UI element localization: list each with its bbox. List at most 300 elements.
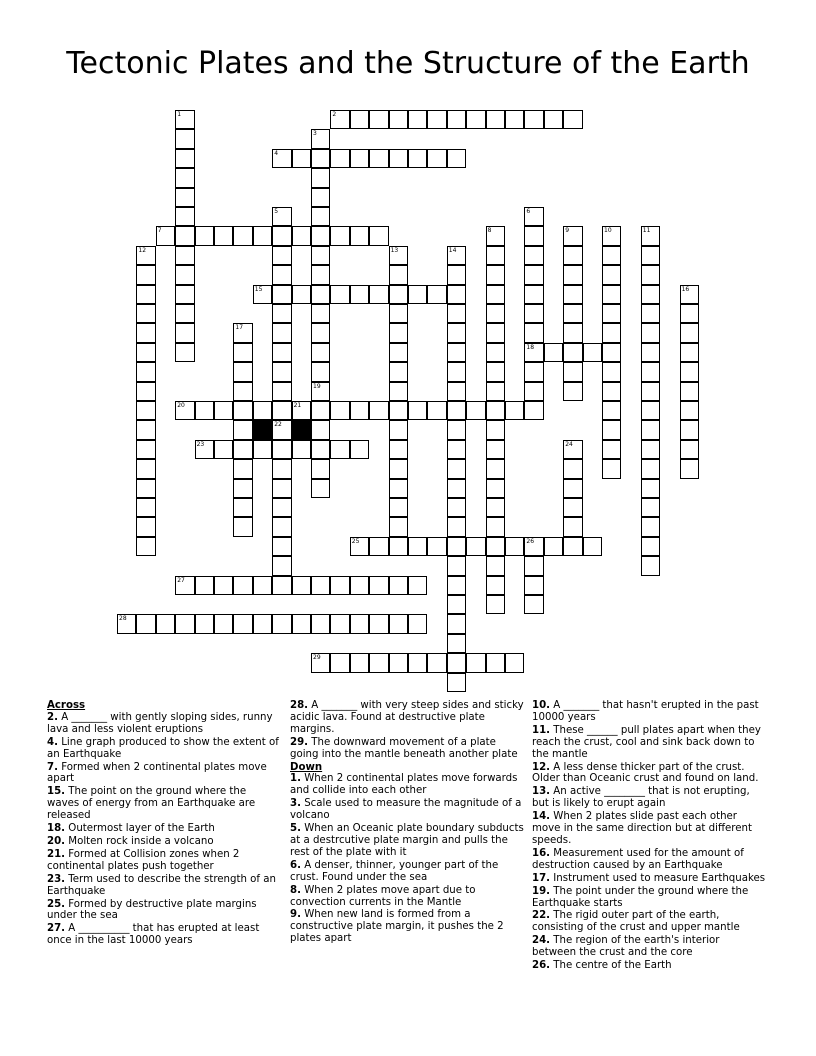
crossword-cell[interactable] <box>641 304 660 323</box>
crossword-cell[interactable] <box>641 343 660 362</box>
crossword-cell[interactable] <box>486 595 505 614</box>
crossword-cell[interactable] <box>427 285 446 304</box>
crossword-cell[interactable] <box>680 323 699 342</box>
crossword-cell[interactable] <box>311 401 330 420</box>
crossword-cell[interactable] <box>350 614 369 633</box>
crossword-cell[interactable] <box>233 498 252 517</box>
crossword-cell[interactable] <box>505 537 524 556</box>
crossword-cell[interactable] <box>350 401 369 420</box>
crossword-cell[interactable] <box>136 285 155 304</box>
crossword-cell[interactable] <box>447 401 466 420</box>
crossword-cell[interactable] <box>408 576 427 595</box>
crossword-cell[interactable] <box>389 343 408 362</box>
crossword-cell[interactable] <box>389 459 408 478</box>
crossword-cell[interactable] <box>272 420 291 439</box>
crossword-cell[interactable] <box>233 226 252 245</box>
crossword-cell[interactable] <box>292 285 311 304</box>
crossword-cell[interactable] <box>389 401 408 420</box>
crossword-cell[interactable] <box>447 634 466 653</box>
crossword-cell[interactable] <box>602 226 621 245</box>
crossword-cell[interactable] <box>311 440 330 459</box>
crossword-cell[interactable] <box>272 343 291 362</box>
crossword-cell[interactable] <box>330 149 349 168</box>
crossword-cell[interactable] <box>486 537 505 556</box>
crossword-cell[interactable] <box>486 576 505 595</box>
crossword-cell[interactable] <box>330 653 349 672</box>
crossword-cell[interactable] <box>272 382 291 401</box>
crossword-cell[interactable] <box>680 362 699 381</box>
crossword-cell[interactable] <box>486 343 505 362</box>
crossword-cell[interactable] <box>311 168 330 187</box>
crossword-cell[interactable] <box>602 246 621 265</box>
crossword-cell[interactable] <box>680 382 699 401</box>
crossword-cell[interactable] <box>486 285 505 304</box>
crossword-cell[interactable] <box>311 188 330 207</box>
crossword-cell[interactable] <box>641 498 660 517</box>
crossword-cell[interactable] <box>486 653 505 672</box>
crossword-cell[interactable] <box>389 323 408 342</box>
crossword-cell[interactable] <box>466 110 485 129</box>
crossword-cell[interactable] <box>311 614 330 633</box>
crossword-cell[interactable] <box>369 226 388 245</box>
crossword-cell[interactable] <box>350 440 369 459</box>
crossword-cell[interactable] <box>544 110 563 129</box>
crossword-cell[interactable] <box>602 459 621 478</box>
crossword-cell[interactable] <box>563 440 582 459</box>
crossword-cell[interactable] <box>272 537 291 556</box>
crossword-cell[interactable] <box>272 479 291 498</box>
crossword-cell[interactable] <box>156 614 175 633</box>
crossword-cell[interactable] <box>350 285 369 304</box>
crossword-cell[interactable] <box>136 517 155 536</box>
crossword-cell[interactable] <box>369 285 388 304</box>
crossword-cell[interactable] <box>311 382 330 401</box>
crossword-cell[interactable] <box>447 246 466 265</box>
crossword-cell[interactable] <box>136 537 155 556</box>
crossword-cell[interactable] <box>292 149 311 168</box>
crossword-cell[interactable] <box>524 343 543 362</box>
crossword-cell[interactable] <box>680 285 699 304</box>
crossword-cell[interactable] <box>233 343 252 362</box>
crossword-cell[interactable] <box>369 537 388 556</box>
crossword-cell[interactable] <box>136 498 155 517</box>
crossword-cell[interactable] <box>311 653 330 672</box>
crossword-cell[interactable] <box>233 517 252 536</box>
crossword-cell[interactable] <box>447 110 466 129</box>
crossword-cell[interactable] <box>175 401 194 420</box>
crossword-cell[interactable] <box>253 576 272 595</box>
crossword-cell[interactable] <box>233 479 252 498</box>
crossword-cell[interactable] <box>272 362 291 381</box>
crossword-cell[interactable] <box>447 323 466 342</box>
crossword-cell[interactable] <box>136 304 155 323</box>
crossword-cell[interactable] <box>486 246 505 265</box>
crossword-cell[interactable] <box>505 653 524 672</box>
crossword-cell[interactable] <box>447 537 466 556</box>
crossword-cell[interactable] <box>563 498 582 517</box>
crossword-cell[interactable] <box>447 556 466 575</box>
crossword-cell[interactable] <box>602 304 621 323</box>
crossword-cell[interactable] <box>389 362 408 381</box>
crossword-cell[interactable] <box>214 614 233 633</box>
crossword-cell[interactable] <box>389 479 408 498</box>
crossword-cell[interactable] <box>447 576 466 595</box>
crossword-cell[interactable] <box>524 285 543 304</box>
crossword-cell[interactable] <box>233 459 252 478</box>
crossword-cell[interactable] <box>350 110 369 129</box>
crossword-cell[interactable] <box>524 556 543 575</box>
crossword-cell[interactable] <box>680 440 699 459</box>
crossword-cell[interactable] <box>447 479 466 498</box>
crossword-cell[interactable] <box>272 265 291 284</box>
crossword-cell[interactable] <box>563 265 582 284</box>
crossword-cell[interactable] <box>136 246 155 265</box>
crossword-cell[interactable] <box>195 614 214 633</box>
crossword-cell[interactable] <box>369 614 388 633</box>
crossword-cell[interactable] <box>311 323 330 342</box>
crossword-cell[interactable] <box>408 614 427 633</box>
crossword-cell[interactable] <box>136 323 155 342</box>
crossword-cell[interactable] <box>136 343 155 362</box>
crossword-cell[interactable] <box>117 614 136 633</box>
crossword-cell[interactable] <box>602 343 621 362</box>
crossword-cell[interactable] <box>330 110 349 129</box>
crossword-cell[interactable] <box>427 110 446 129</box>
crossword-cell[interactable] <box>447 459 466 478</box>
crossword-cell[interactable] <box>175 304 194 323</box>
crossword-cell[interactable] <box>563 285 582 304</box>
crossword-cell[interactable] <box>486 265 505 284</box>
crossword-cell[interactable] <box>389 653 408 672</box>
crossword-cell[interactable] <box>602 440 621 459</box>
crossword-cell[interactable] <box>253 614 272 633</box>
crossword-cell[interactable] <box>330 614 349 633</box>
crossword-cell[interactable] <box>486 401 505 420</box>
crossword-cell[interactable] <box>389 382 408 401</box>
crossword-cell[interactable] <box>408 110 427 129</box>
crossword-cell[interactable] <box>563 226 582 245</box>
crossword-cell[interactable] <box>292 401 311 420</box>
crossword-cell[interactable] <box>524 323 543 342</box>
crossword-cell[interactable] <box>214 440 233 459</box>
crossword-cell[interactable] <box>602 401 621 420</box>
crossword-cell[interactable] <box>563 517 582 536</box>
crossword-cell[interactable] <box>641 420 660 439</box>
crossword-cell[interactable] <box>563 304 582 323</box>
crossword-cell[interactable] <box>563 246 582 265</box>
crossword-cell[interactable] <box>563 459 582 478</box>
crossword-cell[interactable] <box>544 537 563 556</box>
crossword-cell[interactable] <box>563 343 582 362</box>
crossword-cell[interactable] <box>641 537 660 556</box>
crossword-cell[interactable] <box>311 304 330 323</box>
crossword-cell[interactable] <box>175 188 194 207</box>
crossword-cell[interactable] <box>272 576 291 595</box>
crossword-cell[interactable] <box>175 343 194 362</box>
crossword-cell[interactable] <box>292 614 311 633</box>
crossword-cell[interactable] <box>427 537 446 556</box>
crossword-cell[interactable] <box>680 420 699 439</box>
crossword-cell[interactable] <box>447 343 466 362</box>
crossword-cell[interactable] <box>680 343 699 362</box>
crossword-cell[interactable] <box>350 653 369 672</box>
crossword-cell[interactable] <box>195 576 214 595</box>
crossword-cell[interactable] <box>389 110 408 129</box>
crossword-cell[interactable] <box>505 110 524 129</box>
crossword-cell[interactable] <box>214 576 233 595</box>
crossword-cell[interactable] <box>272 323 291 342</box>
crossword-cell[interactable] <box>175 129 194 148</box>
crossword-cell[interactable] <box>175 323 194 342</box>
crossword-cell[interactable] <box>233 576 252 595</box>
crossword-cell[interactable] <box>272 401 291 420</box>
crossword-cell[interactable] <box>447 285 466 304</box>
crossword-cell[interactable] <box>641 285 660 304</box>
crossword-cell[interactable] <box>272 149 291 168</box>
crossword-cell[interactable] <box>389 537 408 556</box>
crossword-cell[interactable] <box>602 382 621 401</box>
crossword-cell[interactable] <box>272 226 291 245</box>
crossword-cell[interactable] <box>563 537 582 556</box>
crossword-cell[interactable] <box>272 459 291 478</box>
crossword-cell[interactable] <box>389 498 408 517</box>
crossword-cell[interactable] <box>447 498 466 517</box>
crossword-cell[interactable] <box>214 401 233 420</box>
crossword-cell[interactable] <box>447 517 466 536</box>
crossword-cell[interactable] <box>311 265 330 284</box>
crossword-cell[interactable] <box>641 226 660 245</box>
crossword-cell[interactable] <box>408 149 427 168</box>
crossword-cell[interactable] <box>369 149 388 168</box>
crossword-cell[interactable] <box>563 382 582 401</box>
crossword-cell[interactable] <box>272 498 291 517</box>
crossword-cell[interactable] <box>486 323 505 342</box>
crossword-cell[interactable] <box>524 207 543 226</box>
crossword-cell[interactable] <box>311 207 330 226</box>
crossword-cell[interactable] <box>292 226 311 245</box>
crossword-cell[interactable] <box>544 343 563 362</box>
crossword-cell[interactable] <box>486 362 505 381</box>
crossword-cell[interactable] <box>175 207 194 226</box>
crossword-cell[interactable] <box>466 653 485 672</box>
crossword-cell[interactable] <box>486 517 505 536</box>
crossword-cell[interactable] <box>136 382 155 401</box>
crossword-cell[interactable] <box>195 226 214 245</box>
crossword-cell[interactable] <box>641 246 660 265</box>
crossword-cell[interactable] <box>253 285 272 304</box>
crossword-cell[interactable] <box>447 653 466 672</box>
crossword-cell[interactable] <box>680 459 699 478</box>
crossword-cell[interactable] <box>602 323 621 342</box>
crossword-cell[interactable] <box>136 401 155 420</box>
crossword-cell[interactable] <box>369 576 388 595</box>
crossword-cell[interactable] <box>136 479 155 498</box>
crossword-cell[interactable] <box>253 440 272 459</box>
crossword-cell[interactable] <box>447 304 466 323</box>
crossword-cell[interactable] <box>447 362 466 381</box>
crossword-cell[interactable] <box>486 420 505 439</box>
crossword-cell[interactable] <box>408 653 427 672</box>
crossword-cell[interactable] <box>136 420 155 439</box>
crossword-cell[interactable] <box>389 246 408 265</box>
crossword-cell[interactable] <box>136 614 155 633</box>
crossword-cell[interactable] <box>311 576 330 595</box>
crossword-cell[interactable] <box>641 323 660 342</box>
crossword-cell[interactable] <box>524 537 543 556</box>
crossword-cell[interactable] <box>466 401 485 420</box>
crossword-cell[interactable] <box>292 576 311 595</box>
crossword-cell[interactable] <box>311 226 330 245</box>
crossword-cell[interactable] <box>602 420 621 439</box>
crossword-cell[interactable] <box>447 265 466 284</box>
crossword-cell[interactable] <box>175 149 194 168</box>
crossword-cell[interactable] <box>136 440 155 459</box>
crossword-cell[interactable] <box>311 343 330 362</box>
crossword-cell[interactable] <box>175 265 194 284</box>
crossword-cell[interactable] <box>524 382 543 401</box>
crossword-cell[interactable] <box>311 420 330 439</box>
crossword-cell[interactable] <box>233 382 252 401</box>
crossword-cell[interactable] <box>486 110 505 129</box>
crossword-cell[interactable] <box>311 459 330 478</box>
crossword-cell[interactable] <box>272 304 291 323</box>
crossword-cell[interactable] <box>641 517 660 536</box>
crossword-cell[interactable] <box>330 285 349 304</box>
crossword-cell[interactable] <box>175 246 194 265</box>
crossword-cell[interactable] <box>447 673 466 692</box>
crossword-cell[interactable] <box>641 479 660 498</box>
crossword-cell[interactable] <box>311 246 330 265</box>
crossword-cell[interactable] <box>214 226 233 245</box>
crossword-cell[interactable] <box>233 401 252 420</box>
crossword-cell[interactable] <box>330 440 349 459</box>
crossword-cell[interactable] <box>272 556 291 575</box>
crossword-cell[interactable] <box>563 110 582 129</box>
crossword-cell[interactable] <box>136 362 155 381</box>
crossword-cell[interactable] <box>253 401 272 420</box>
crossword-cell[interactable] <box>641 556 660 575</box>
crossword-cell[interactable] <box>389 517 408 536</box>
crossword-cell[interactable] <box>272 440 291 459</box>
crossword-cell[interactable] <box>311 362 330 381</box>
crossword-cell[interactable] <box>272 517 291 536</box>
crossword-cell[interactable] <box>389 576 408 595</box>
crossword-cell[interactable] <box>389 285 408 304</box>
crossword-cell[interactable] <box>175 168 194 187</box>
crossword-cell[interactable] <box>602 285 621 304</box>
crossword-cell[interactable] <box>311 479 330 498</box>
crossword-cell[interactable] <box>311 285 330 304</box>
crossword-cell[interactable] <box>486 440 505 459</box>
crossword-cell[interactable] <box>350 576 369 595</box>
crossword-cell[interactable] <box>641 440 660 459</box>
crossword-cell[interactable] <box>175 110 194 129</box>
crossword-cell[interactable] <box>369 401 388 420</box>
crossword-cell[interactable] <box>524 576 543 595</box>
crossword-cell[interactable] <box>524 304 543 323</box>
crossword-cell[interactable] <box>427 149 446 168</box>
crossword-cell[interactable] <box>524 246 543 265</box>
crossword-cell[interactable] <box>136 265 155 284</box>
crossword-cell[interactable] <box>272 207 291 226</box>
crossword-cell[interactable] <box>350 226 369 245</box>
crossword-cell[interactable] <box>524 110 543 129</box>
crossword-cell[interactable] <box>641 401 660 420</box>
crossword-cell[interactable] <box>175 576 194 595</box>
crossword-cell[interactable] <box>466 537 485 556</box>
crossword-cell[interactable] <box>427 401 446 420</box>
crossword-cell[interactable] <box>447 382 466 401</box>
crossword-cell[interactable] <box>175 285 194 304</box>
crossword-cell[interactable] <box>272 246 291 265</box>
crossword-cell[interactable] <box>330 576 349 595</box>
crossword-cell[interactable] <box>136 459 155 478</box>
crossword-cell[interactable] <box>486 459 505 478</box>
crossword-cell[interactable] <box>350 149 369 168</box>
crossword-cell[interactable] <box>524 362 543 381</box>
crossword-cell[interactable] <box>583 343 602 362</box>
crossword-cell[interactable] <box>486 226 505 245</box>
crossword-cell[interactable] <box>447 440 466 459</box>
crossword-cell[interactable] <box>408 537 427 556</box>
crossword-cell[interactable] <box>233 440 252 459</box>
crossword-cell[interactable] <box>311 149 330 168</box>
crossword-cell[interactable] <box>524 595 543 614</box>
crossword-cell[interactable] <box>311 129 330 148</box>
crossword-cell[interactable] <box>292 440 311 459</box>
crossword-cell[interactable] <box>389 265 408 284</box>
crossword-cell[interactable] <box>447 149 466 168</box>
crossword-cell[interactable] <box>350 537 369 556</box>
crossword-cell[interactable] <box>524 265 543 284</box>
crossword-cell[interactable] <box>369 653 388 672</box>
crossword-cell[interactable] <box>389 420 408 439</box>
crossword-cell[interactable] <box>233 420 252 439</box>
crossword-cell[interactable] <box>680 401 699 420</box>
crossword-cell[interactable] <box>272 285 291 304</box>
crossword-cell[interactable] <box>389 614 408 633</box>
crossword-cell[interactable] <box>330 226 349 245</box>
crossword-cell[interactable] <box>369 110 388 129</box>
crossword-cell[interactable] <box>486 479 505 498</box>
crossword-cell[interactable] <box>330 401 349 420</box>
crossword-cell[interactable] <box>175 226 194 245</box>
crossword-cell[interactable] <box>447 420 466 439</box>
crossword-cell[interactable] <box>563 479 582 498</box>
crossword-cell[interactable] <box>602 362 621 381</box>
crossword-cell[interactable] <box>233 323 252 342</box>
crossword-cell[interactable] <box>486 382 505 401</box>
crossword-cell[interactable] <box>233 362 252 381</box>
crossword-cell[interactable] <box>447 595 466 614</box>
crossword-cell[interactable] <box>408 401 427 420</box>
crossword-cell[interactable] <box>680 304 699 323</box>
crossword-cell[interactable] <box>427 653 446 672</box>
crossword-cell[interactable] <box>195 440 214 459</box>
crossword-cell[interactable] <box>233 614 252 633</box>
crossword-cell[interactable] <box>641 265 660 284</box>
crossword-cell[interactable] <box>563 323 582 342</box>
crossword-cell[interactable] <box>175 614 194 633</box>
crossword-cell[interactable] <box>524 401 543 420</box>
crossword-cell[interactable] <box>563 362 582 381</box>
crossword-cell[interactable] <box>272 614 291 633</box>
crossword-cell[interactable] <box>408 285 427 304</box>
crossword-cell[interactable] <box>389 440 408 459</box>
crossword-cell[interactable] <box>641 459 660 478</box>
crossword-cell[interactable] <box>486 556 505 575</box>
crossword-cell[interactable] <box>389 304 408 323</box>
